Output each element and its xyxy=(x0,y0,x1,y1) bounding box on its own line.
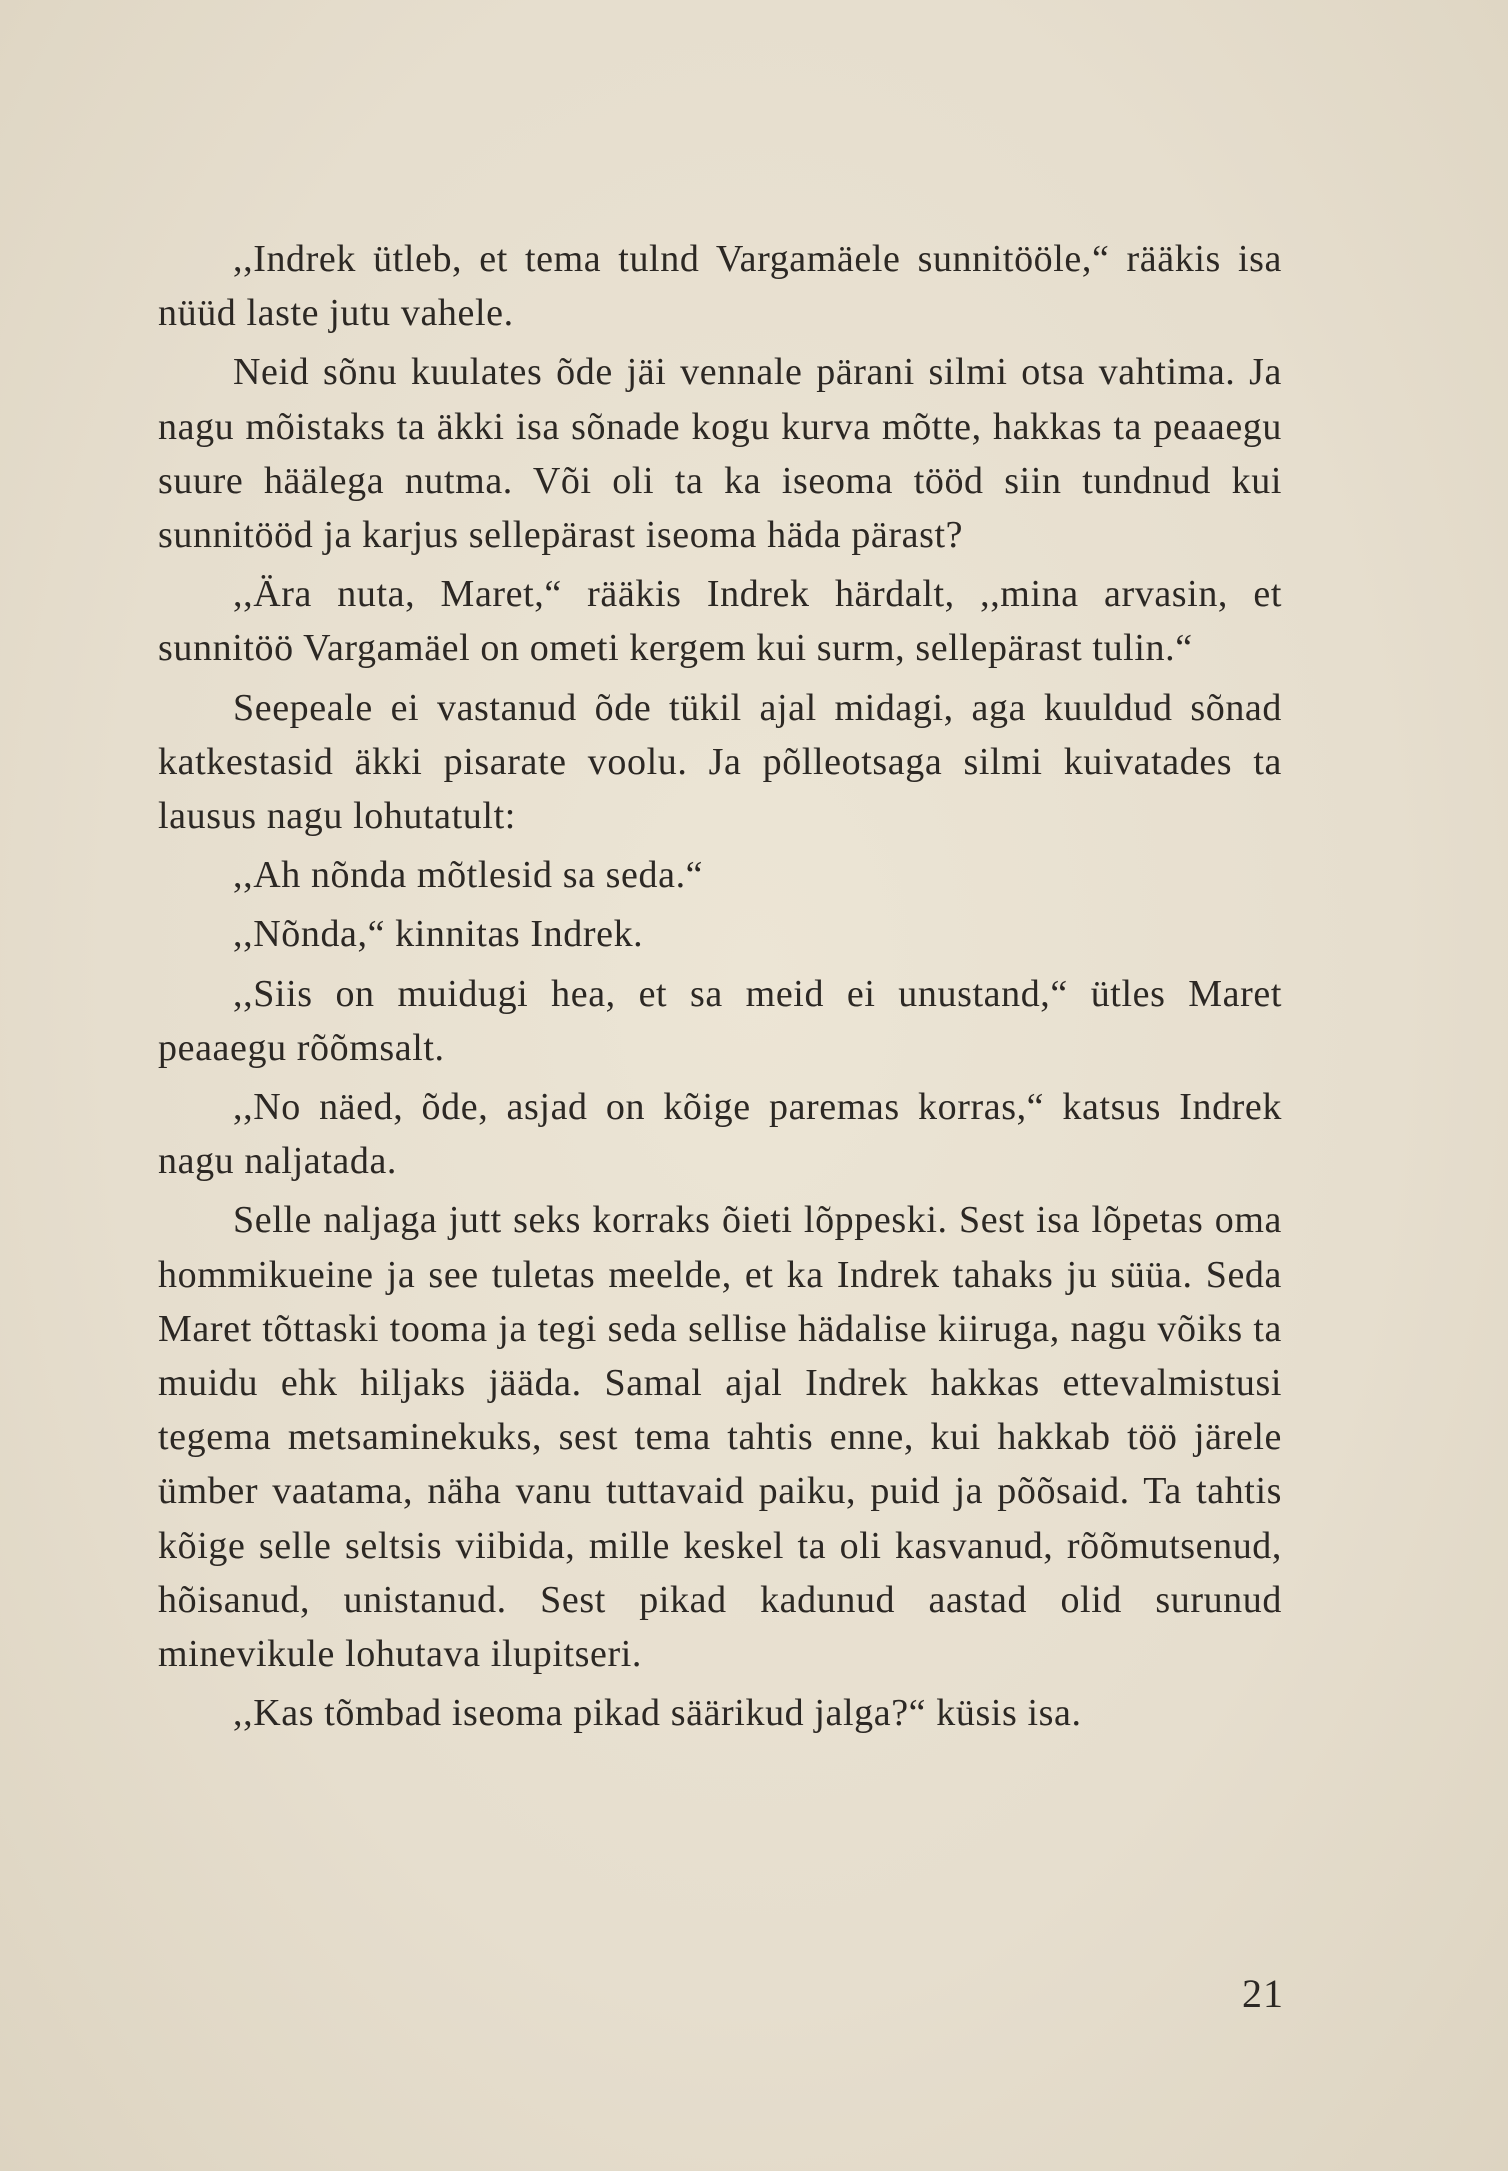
paragraph-7: ,,Siis on muidugi hea, et sa meid ei unustand,“ ütles Maret peaaegu rõõmsalt. xyxy=(158,972,1282,1069)
paragraph-3: ,,Ära nuta, Maret,“ rääkis Indrek härdalt, ,,mina arvasin, et sunnitöö Vargamäel on ometi kergem kui surm, sellepärast tulin.“ xyxy=(158,573,1282,670)
page-number: 21 xyxy=(1242,1971,1284,2016)
body-text xyxy=(158,232,1282,1745)
paragraph-9: Selle naljaga jutt seks korraks õieti lõppeski. Sest isa lõpetas oma hommikueine ja see tuletas meelde, et ka Indrek tahaks ju süüa. Seda Maret tõttaski tooma ja tegi seda sellise hädalise kiiruga, nagu võiks ta muidu ehk hiljaks jääda. Samal ajal Indrek hakkas ettevalmistusi tegema metsaminekuks, sest tema tahtis enne, kui hakkab töö järele ümber vaatama, näha vanu tuttavaid paiku, puid ja põõsaid. Ta tahtis kõige selle seltsis viibida, mille keskel ta oli kasvanud, rõõmutsenud, hõisanud, unistanud. Sest pikad kadunud aastad olid surunud minevikule lohutava ilupitseri. xyxy=(158,1199,1282,1676)
paragraph-1: ,,Indrek ütleb, et tema tulnd Vargamäele sunnitööle,“ rääkis isa nüüd laste jutu vahele. xyxy=(158,238,1282,335)
paragraph-5: ,,Ah nõnda mõtlesid sa seda.“ xyxy=(233,854,704,897)
paragraph-6: ,,Nõnda,“ kinnitas Indrek. xyxy=(233,913,644,956)
paragraph-2: Neid sõnu kuulates õde jäi vennale pärani silmi otsa vahtima. Ja nagu mõistaks ta äkki isa sõnade kogu kurva mõtte, hakkas ta peaaegu suure häälega nutma. Või oli ta ka iseoma tööd siin tundnud kui sunnitööd ja karjus sellepärast iseoma häda pärast? xyxy=(158,351,1282,557)
paragraph-10: ,,Kas tõmbad iseoma pikad säärikud jalga?“ küsis isa. xyxy=(233,1692,1082,1735)
paragraph-8: ,,No näed, õde, asjad on kõige paremas korras,“ katsus Indrek nagu naljatada. xyxy=(158,1086,1282,1183)
paragraph-4: Seepeale ei vastanud õde tükil ajal midagi, aga kuuldud sõnad katkestasid äkki pisarate voolu. Ja põlleotsaga silmi kuivatades ta lausus nagu lohutatult: xyxy=(158,686,1282,838)
